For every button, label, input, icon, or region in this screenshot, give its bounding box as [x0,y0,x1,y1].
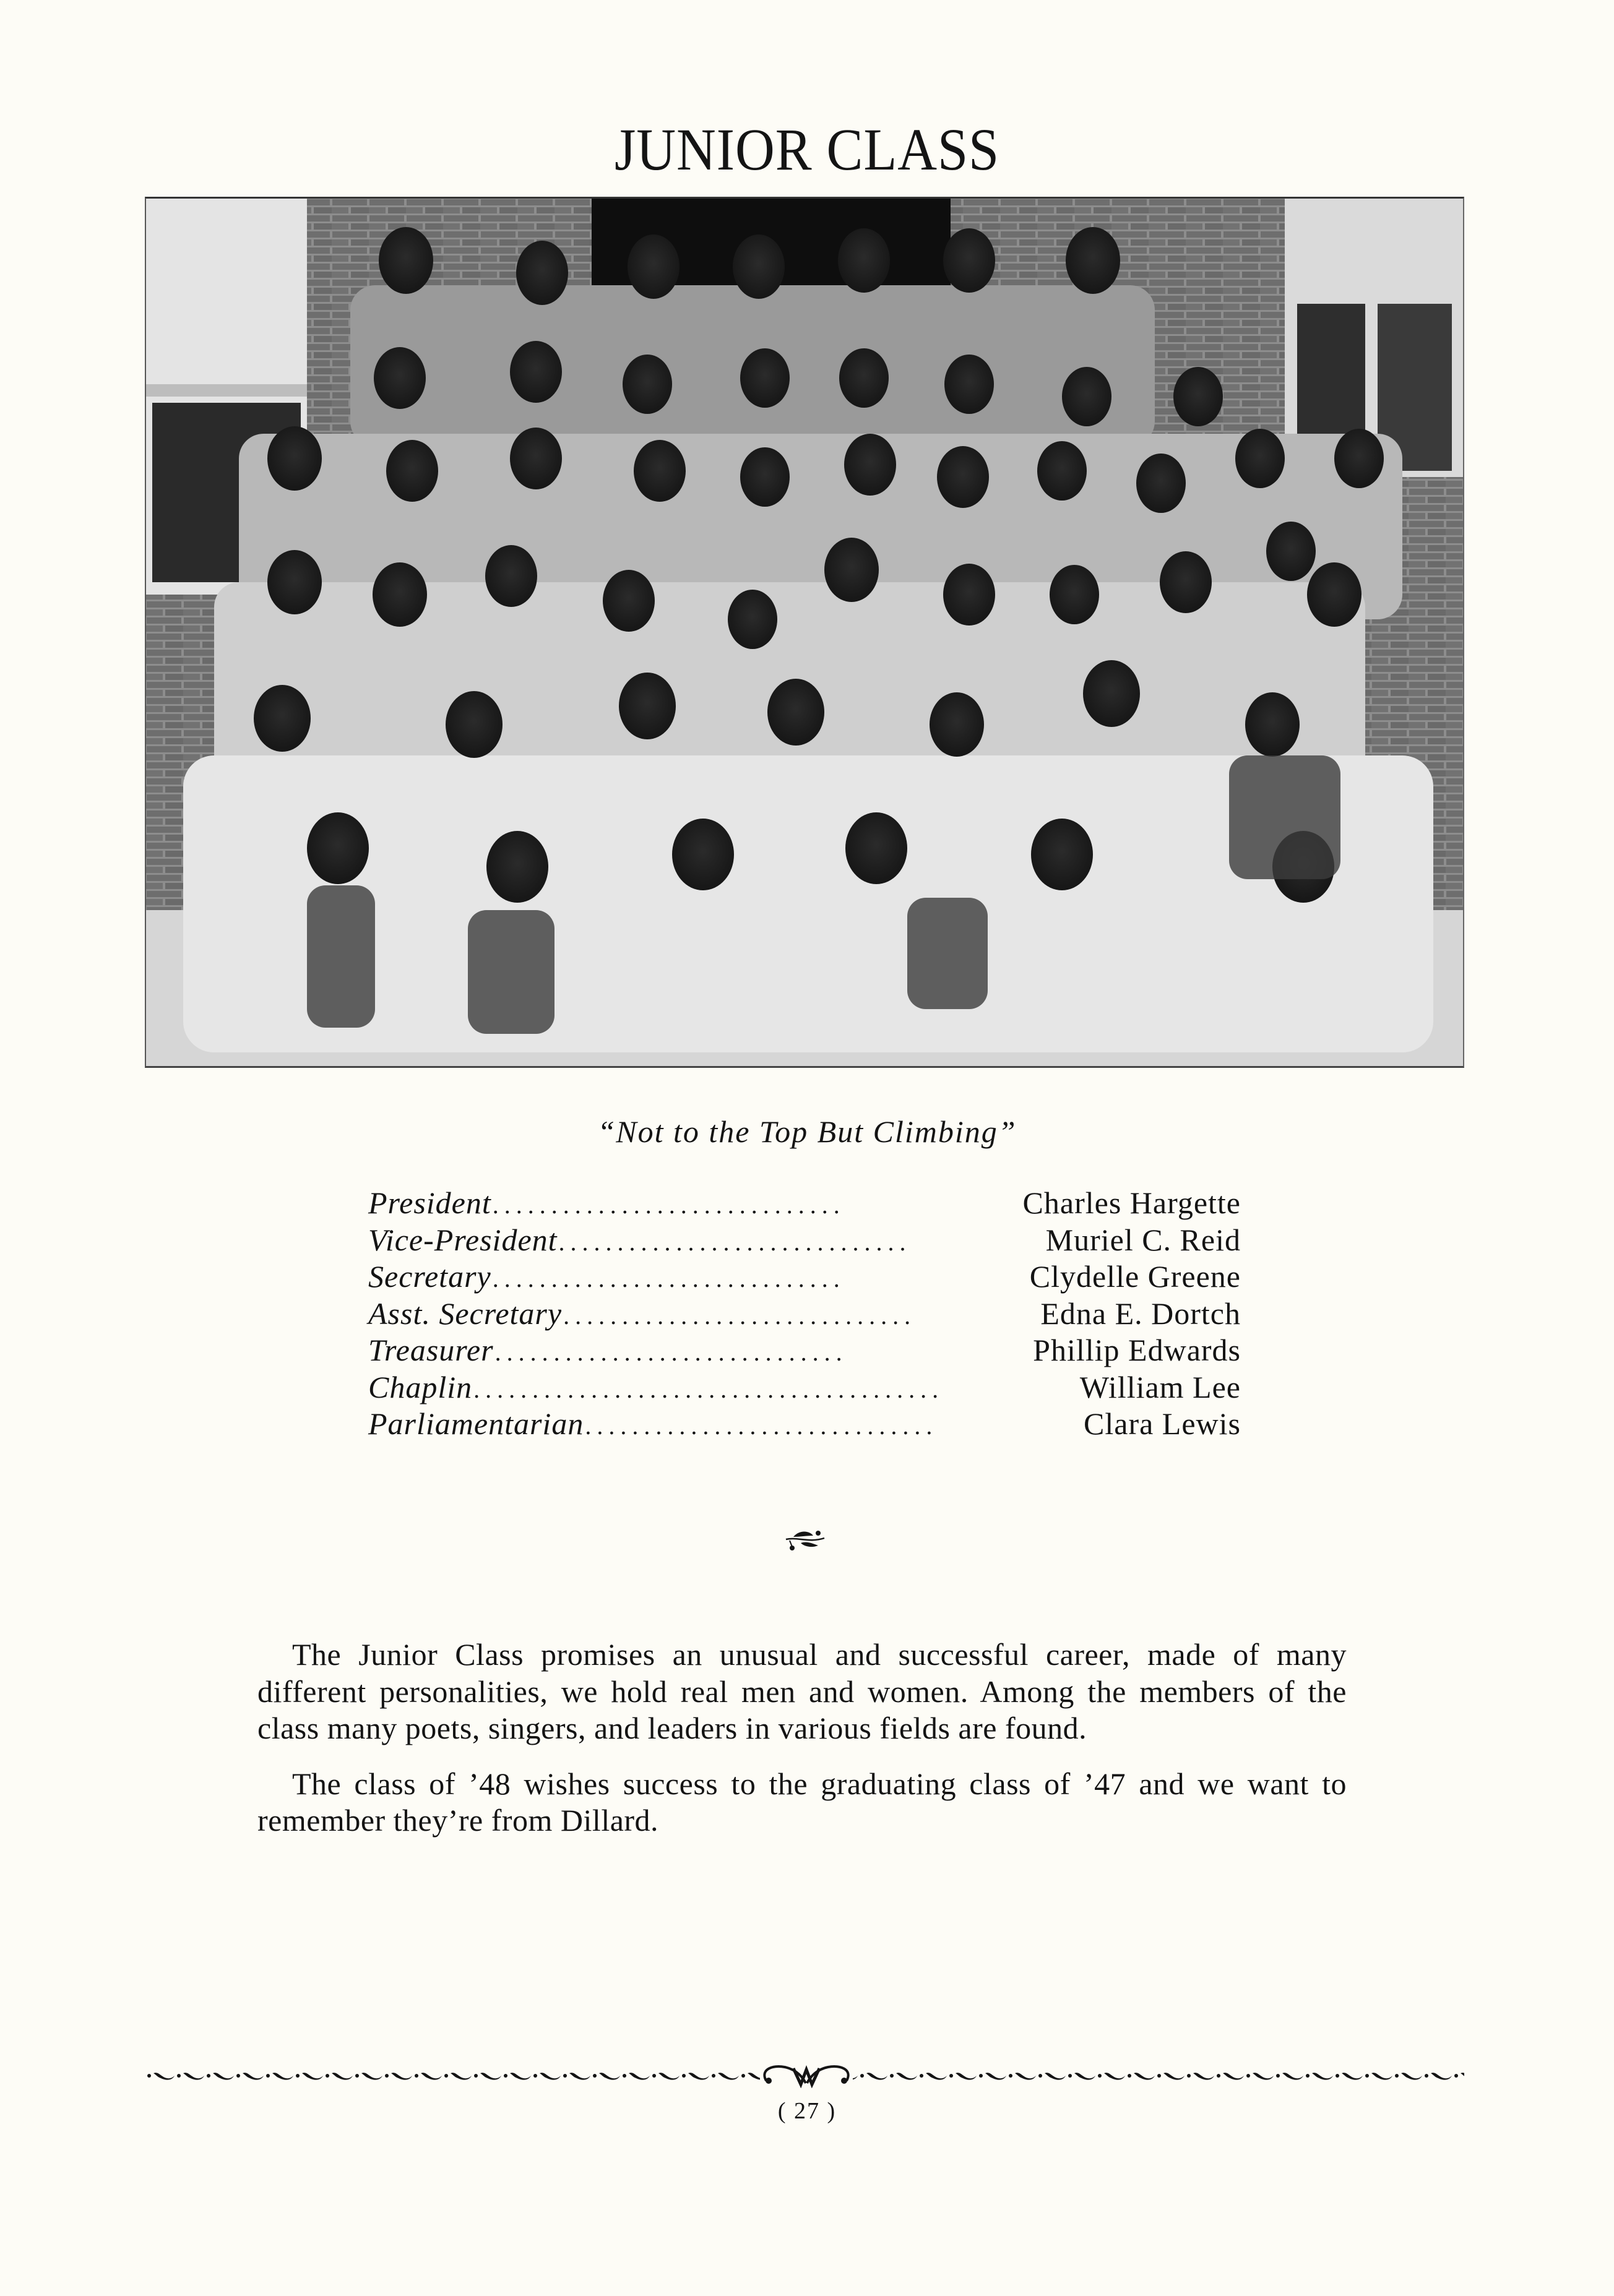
officer-row-parliamentarian [368,1406,1241,1443]
officer-name: Phillip Edwards [1033,1333,1241,1367]
leader-dots: ........................................ [473,1375,944,1403]
leader-dots: .............................. [558,1228,912,1256]
officer-name: Edna E. Dortch [1040,1296,1241,1331]
leaf-sprig-ornament-icon [785,1528,826,1553]
page-title: JUNIOR CLASS [614,116,1000,183]
officer-row-asst-secretary [368,1296,1241,1333]
officer-name: Charles Hargette [1022,1185,1241,1220]
officer-title: Secretary [368,1259,491,1294]
officer-row-treasurer [368,1332,1241,1369]
photo-icon [146,199,1463,1066]
leader-dots: .............................. [494,1338,848,1366]
decorative-scroll-border-icon [147,2063,1464,2088]
officer-name: Clydelle Greene [1029,1259,1241,1294]
officer-name: William Lee [1079,1369,1241,1404]
class-group-photo [145,197,1464,1068]
officer-title: Asst. Secretary [368,1296,563,1331]
leader-dots: .............................. [492,1191,845,1219]
officer-title: Parliamentarian [368,1406,584,1441]
officer-title: Vice-President [368,1222,558,1257]
class-description [257,1636,1347,1858]
paragraph-1: The Junior Class promises an unusual and successful career, made of many different personalities, we hold real men and women. Among the members of the class many poets, singers, and leaders in various fields are found. [257,1637,1347,1745]
officer-title: President [368,1185,491,1220]
leader-dots: .............................. [563,1301,917,1330]
officer-row-secretary [368,1258,1241,1296]
page-number: ( 27 ) [777,2098,837,2124]
leader-dots: .............................. [492,1265,845,1292]
officer-row-vice-president [368,1222,1241,1259]
leader-dots: .............................. [585,1412,938,1440]
class-motto: “Not to the Top But Climbing” [597,1114,1017,1149]
officers-list [368,1185,1241,1443]
officer-title: Treasurer [368,1333,494,1367]
officer-name: Muriel C. Reid [1045,1222,1241,1257]
officer-name: Clara Lewis [1084,1406,1241,1441]
officer-row-president [368,1185,1241,1222]
officer-title: Chaplin [368,1369,473,1404]
paragraph-2: The class of ’48 wishes success to the graduating class of ’47 and we want to remember they’re from Dillard. [257,1766,1347,1838]
officer-row-chaplin [368,1369,1241,1406]
